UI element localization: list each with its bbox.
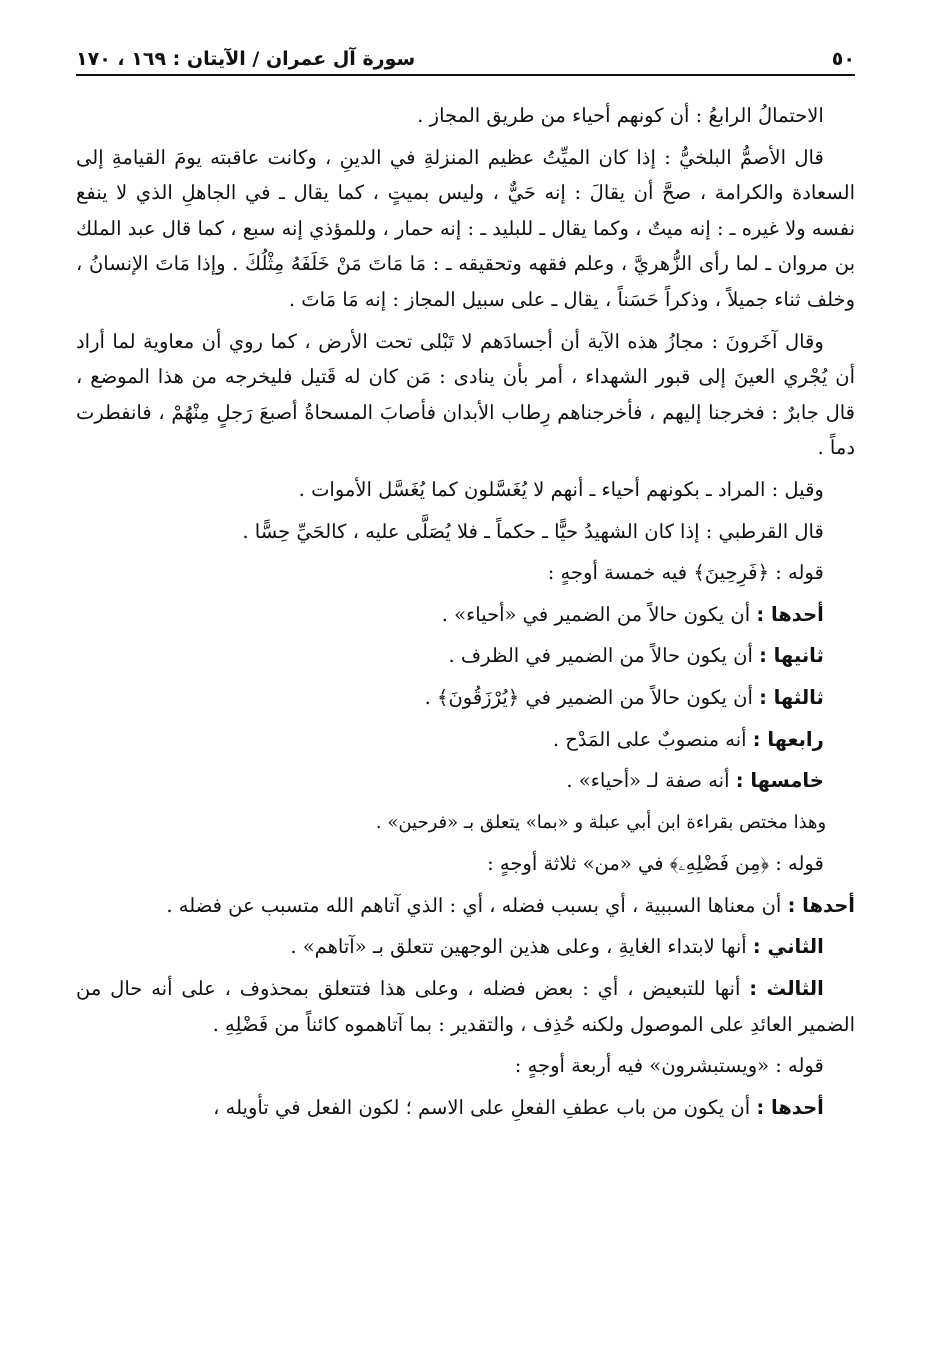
paragraph (76, 971, 855, 1042)
paragraph (76, 763, 855, 799)
paragraph-term: ثانيها : (759, 644, 824, 668)
page-header (76, 34, 855, 76)
paragraph (76, 597, 855, 633)
paragraph-text: وهذا مختص بقراءة ابن أبي عبلة و «بما» يتعلق بـ «فرحين» . (375, 811, 827, 833)
paragraph (76, 888, 855, 924)
running-title: سورة آل عمران / الآيتان : ١٦٩ ، ١٧٠ (76, 48, 416, 70)
paragraph-text: أنها لابتداء الغايةِ ، وعلى هذين الوجهين تتعلق بـ «آتاهم» . (290, 935, 747, 959)
paragraph (76, 638, 855, 674)
paragraph-text: قوله : ﴿فَرِحِينَ﴾ فيه خمسة أوجهٍ : (547, 561, 824, 585)
paragraph-text: قوله : ﴿مِن فَضْلِهِۦ﴾ في «من» ثلاثة أوجهٍ : (487, 852, 824, 876)
paragraph (76, 805, 855, 841)
paragraph-text: أن يكون حالاً من الضمير في ﴿يُرْزَقُونَ﴾ . (424, 685, 753, 709)
paragraph (76, 514, 855, 550)
paragraph (76, 1090, 855, 1126)
paragraph-term: خامسها : (735, 769, 824, 793)
page-body (76, 98, 855, 1125)
paragraph-text: وقال آخَرونَ : مجازُ هذه الآية أن أجسادَهم لا تَبْلى تحت الأرض ، كما روي أن معاوية لما أراد أن يُجْري العينَ إلى قبور الشهداء ، أمر بأن ينادى : مَن كان له قَتيل فليخرجه من هذا الموضع ، قال جابرٌ : فخرجنا إليهم ، فأخرجناهم رِطاب الأبدان فأصابَ المسحاةُ أصبعَ رَجلٍ مِنْهُمْ ، فانفطرت دماً . (76, 329, 855, 460)
paragraph-text: قال الأصمُّ البلخيُّ : إذا كان الميِّتُ عظيم المنزلةِ في الدينِ ، وكانت عاقبته يومَ القيامةِ إلى السعادة والكرامة ، صحَّ أن يقالَ : إنه حَيٌّ ، وليس بميتٍ ، كما يقال ـ في الجاهلِ الذي لا ينفع نفسه ولا غيره ـ : إنه ميتٌ ، وكما يقال ـ للبليد ـ : إنه حمار ، وللمؤذي إنه سبع ، كما قال عبد الملك بن مروان ـ لما رأى الزُّهريَّ ، وعلم فقهه وتحقيقه ـ : مَا مَاتَ مَنْ خَلَفَهُ مِثْلُكَ . وإذا مَاتَ الإنسانُ ، وخلف ثناء جميلاً ، وذكراً حَسَناً ، يقال ـ على سبيل المجاز : إنه مَا مَاتَ . (76, 145, 855, 311)
paragraph-text: أن معناها السببية ، أي بسبب فضله ، أي : الذي آتاهم الله متسبب عن فضله . (166, 893, 782, 917)
paragraph (76, 472, 855, 508)
paragraph (76, 324, 855, 466)
paragraph (76, 929, 855, 965)
paragraph (76, 98, 855, 134)
paragraph-term: رابعها : (752, 727, 824, 751)
page-number: ٥٠ (831, 48, 855, 70)
paragraph (76, 555, 855, 591)
paragraph-text: أنه منصوبٌ على المَدْح . (552, 727, 747, 751)
paragraph (76, 1048, 855, 1084)
paragraph (76, 680, 855, 716)
paragraph-text: أن يكون حالاً من الضمير في الظرف . (448, 644, 753, 668)
paragraph (76, 140, 855, 318)
paragraph-text: أنه صفة لـ «أحياء» . (566, 769, 730, 793)
paragraph-text: أن يكون حالاً من الضمير في «أحياء» . (441, 602, 751, 626)
paragraph (76, 846, 855, 882)
paragraph-term: أحدها : (756, 602, 824, 626)
paragraph-term: الثالث : (749, 977, 824, 1001)
paragraph-text: قال القرطبي : إذا كان الشهيدُ حيًّا ـ حكماً ـ فلا يُصَلَّى عليه ، كالحَيِّ حِسًّا . (242, 519, 824, 543)
paragraph-text: قوله : «ويستبشرون» فيه أربعة أوجهٍ : (514, 1054, 824, 1078)
paragraph-term: ثالثها : (759, 685, 824, 709)
paragraph-text: أن يكون من باب عطفِ الفعلِ على الاسم ؛ لكون الفعل في تأويله ، (213, 1095, 751, 1119)
paragraph-term: أحدها : (787, 893, 855, 917)
paragraph-text: أنها للتبعيض ، أي : بعض فضله ، وعلى هذا فتتعلق بمحذوف ، على أنه حال من الضمير العائدِ على الموصول ولكنه حُذِف ، والتقدير : بما آتاهموه كائناً من فَضْلِهِ . (76, 977, 855, 1036)
paragraph-term: الثاني : (752, 935, 824, 959)
paragraph-text: الاحتمالُ الرابعُ : أن كونهم أحياء من طريق المجاز . (417, 104, 824, 127)
paragraph (76, 722, 855, 758)
paragraph-text: وقيل : المراد ـ بكونهم أحياء ـ أنهم لا يُغَسَّلون كما يُغَسَّل الأموات . (298, 477, 824, 501)
paragraph-term: أحدها : (756, 1095, 824, 1119)
